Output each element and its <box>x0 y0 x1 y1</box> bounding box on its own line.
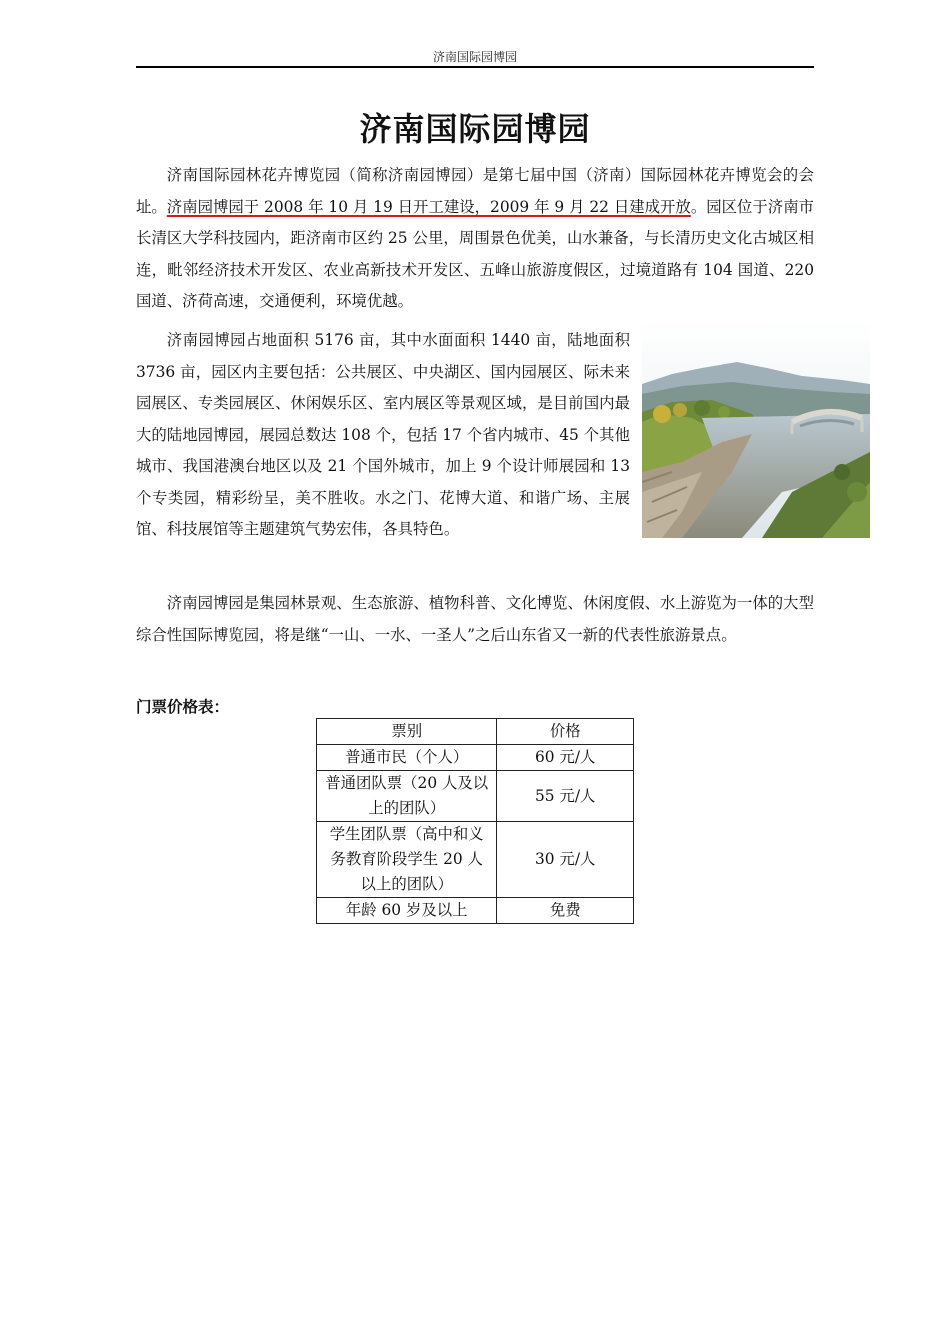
table-header-row <box>317 719 634 745</box>
intro-text-end: 。园区位于济南市长清区大学科技园内，距济南市区约 25 公里，周围景色优美，山水兼备，与长清历史文化古城区相连，毗邻经济技术开发区、农业高新技术开发区、五峰山旅游度假区，过境道路有 104 国道、220 国道、济荷高速，交通便利，环境优越。 <box>136 197 814 310</box>
table-row <box>317 771 634 822</box>
table-row <box>317 745 634 771</box>
ticket-type-cell: 学生团队票（高中和义务教育阶段学生 20 人以上的团队） <box>317 822 497 898</box>
ticket-type-cell: 普通团队票（20 人及以上的团队） <box>317 771 497 822</box>
price-cell: 55 元/人 <box>497 771 634 822</box>
table-row <box>317 822 634 898</box>
price-cell: 60 元/人 <box>497 745 634 771</box>
header-price: 价格 <box>497 719 634 745</box>
intro-paragraph <box>136 160 814 318</box>
park-landscape-photo <box>642 322 870 538</box>
header-ticket-type: 票别 <box>317 719 497 745</box>
summary-paragraph: 济南园博园是集园林景观、生态旅游、植物科普、文化博览、休闲度假、水上游览为一体的大型综合性国际博览园，将是继“一山、一水、一圣人”之后山东省又一新的代表性旅游景点。 <box>136 594 814 644</box>
page-title: 济南国际园博园 <box>359 110 591 148</box>
area-paragraph: 济南园博园占地面积 5176 亩，其中水面面积 1440 亩，陆地面积 3736 亩，园区内主要包括：公共展区、中央湖区、国内园展区、际未来园展区、专类园展区、休闲娱乐区、室内展区等景观区域，是目前国内最大的陆地园博园，展园总数达 108 个，包括 17 个省内城市、45 个其他城市、我国港澳台地区以及 21 个国外城市，加上 9 个设计师展园和 13 个专类园，精彩纷呈，美不胜收。水之门、花博大道、和谐广场、主展馆、科技展馆等主题建筑气势宏伟，各具特色。 <box>136 331 630 538</box>
ticket-type-cell: 普通市民（个人） <box>317 745 497 771</box>
price-cell: 免费 <box>497 898 634 924</box>
highlighted-dates: 济南园博园于 2008 年 10 月 19 日开工建设，2009 年 9 月 22 日建成开放 <box>166 197 691 216</box>
ticket-type-cell: 年龄 60 岁及以上 <box>317 898 497 924</box>
price-cell: 30 元/人 <box>497 822 634 898</box>
running-header: 济南国际园博园 <box>432 50 517 64</box>
intro-text-start: 济南国际园林花卉博览园（简称济南园博园）是第七届中国（济南）国际园林花卉博览会的会址。 <box>136 166 814 216</box>
table-row <box>317 898 634 924</box>
ticket-price-table <box>316 718 634 924</box>
ticket-table-label: 门票价格表： <box>136 698 230 716</box>
header-rule <box>136 66 814 68</box>
